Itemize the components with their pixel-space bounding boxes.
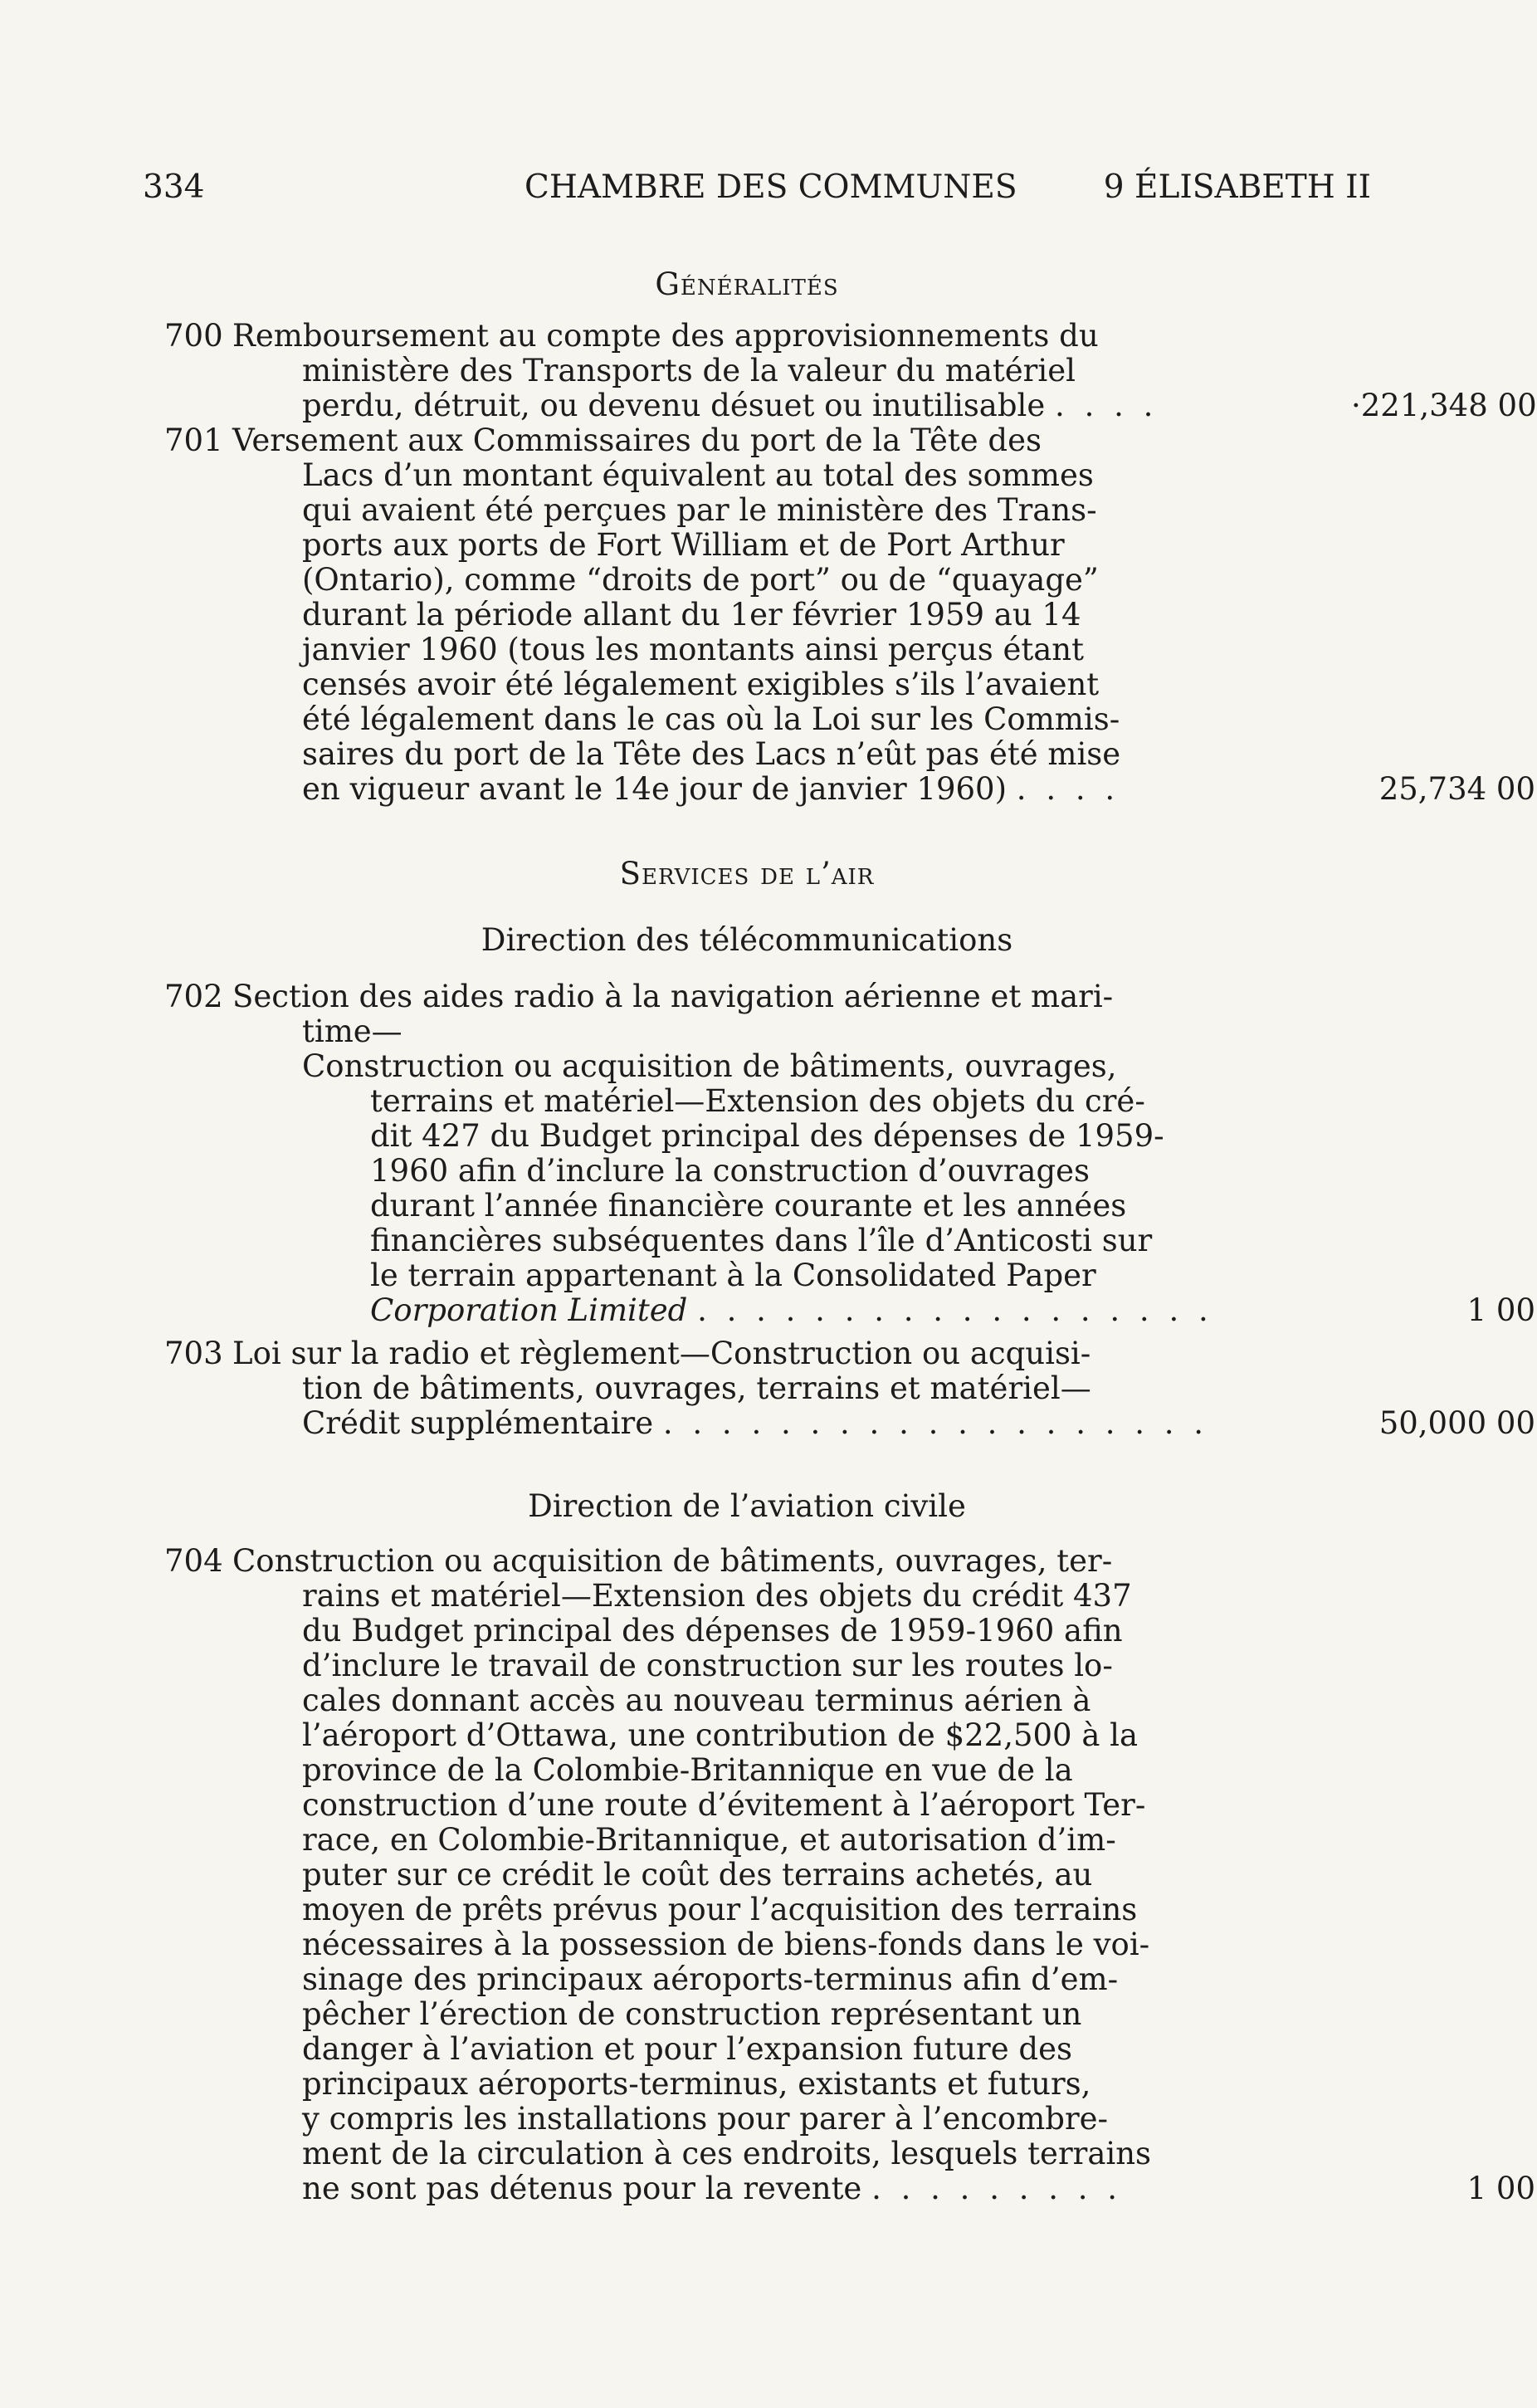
- vote-sub-line: durant l’année financière courante et les années: [370, 1188, 1127, 1224]
- leader-dots: . . . . . . . . .: [871, 2171, 1123, 2206]
- vote-line: y compris les installations pour parer à l’encombre-: [302, 2101, 1109, 2137]
- vote-amount: 50,000 00: [1378, 1405, 1535, 1441]
- vote-line: saires du port de la Tête des Lacs n’eût pas été mise: [302, 736, 1121, 772]
- vote-line: du Budget principal des dépenses de 1959-1960 afin: [302, 1613, 1123, 1648]
- vote-line: pêcher l’érection de construction représentant un: [302, 1996, 1082, 2032]
- vote-number: 703: [164, 1336, 223, 1371]
- vote-line: Lacs d’un montant équivalent au total des sommes: [302, 457, 1094, 493]
- vote-line: Crédit supplémentaire: [302, 1405, 654, 1441]
- vote-line: Section des aides radio à la navigation aérienne et mari-: [232, 979, 1114, 1014]
- vote-sub-line: terrains et matériel—Extension des objets du cré-: [370, 1083, 1145, 1119]
- vote-line: cales donnant accès au nouveau terminus aérien à: [302, 1683, 1091, 1718]
- vote-line: ports aux ports de Fort William et de Port Arthur: [302, 527, 1065, 563]
- section-aviation-civile: Direction de l’aviation civile: [528, 1488, 966, 1524]
- leader-dots: . . . . . . . . . . . . . . . . . . .: [662, 1405, 1209, 1441]
- vote-number: 702: [164, 979, 223, 1014]
- vote-line: construction d’une route d’évitement à l’aéroport Ter-: [302, 1787, 1146, 1823]
- regnal-year: 9 ÉLISABETH II: [1103, 169, 1371, 206]
- leader-dots: . . . . . . . . . . . . . . . . . .: [697, 1292, 1213, 1328]
- leader-dots: . . . .: [1016, 771, 1120, 807]
- vote-number: 704: [164, 1543, 223, 1579]
- vote-line: en vigueur avant le 14e jour de janvier 1960): [302, 771, 1008, 807]
- vote-703: [164, 1336, 1535, 1441]
- vote-amount: 1 00: [1466, 2171, 1535, 2206]
- vote-number: 701: [164, 422, 223, 458]
- vote-number: 700: [164, 318, 223, 354]
- vote-amount: 25,734 00: [1378, 771, 1535, 807]
- section-telecom: Direction des télécommunications: [481, 922, 1013, 958]
- vote-line: janvier 1960 (tous les montants ainsi perçus étant: [302, 632, 1084, 667]
- vote-700: [164, 318, 1537, 423]
- vote-line: time—: [302, 1014, 403, 1049]
- vote-line: perdu, détruit, ou devenu désuet ou inutilisable: [302, 388, 1046, 423]
- vote-line: été légalement dans le cas où la Loi sur les Commis-: [302, 701, 1120, 737]
- vote-line: Construction ou acquisition de bâtiments, ouvrages, ter-: [232, 1543, 1113, 1579]
- section-generalites: Généralités: [655, 266, 839, 302]
- vote-sub-line: Construction ou acquisition de bâtiments, ouvrages,: [302, 1048, 1117, 1084]
- vote-line: race, en Colombie-Britannique, et autorisation d’im-: [302, 1822, 1116, 1858]
- vote-line: Loi sur la radio et règlement—Construction ou acquisi-: [232, 1336, 1091, 1371]
- section-services-air: Services de l’air: [619, 856, 875, 891]
- vote-line: province de la Colombie-Britannique en vue de la: [302, 1752, 1073, 1788]
- vote-line: d’inclure le travail de construction sur les routes lo-: [302, 1648, 1113, 1683]
- vote-sub-line: dit 427 du Budget principal des dépenses de 1959-: [370, 1118, 1164, 1154]
- vote-sub-line: financières subséquentes dans l’île d’Anticosti sur: [370, 1223, 1153, 1258]
- vote-line: sinage des principaux aéroports-terminus afin d’em-: [302, 1961, 1119, 1997]
- vote-line: censés avoir été légalement exigibles s’ils l’avaient: [302, 667, 1100, 702]
- vote-704: [164, 1543, 1535, 2206]
- vote-line: ne sont pas détenus pour la revente: [302, 2171, 862, 2206]
- vote-line: moyen de prêts prévus pour l’acquisition des terrains: [302, 1892, 1138, 1927]
- running-head: [143, 170, 1371, 212]
- vote-line: ment de la circulation à ces endroits, lesquels terrains: [302, 2136, 1152, 2171]
- vote-amount: 1 00: [1466, 1292, 1535, 1328]
- vote-line: nécessaires à la possession de biens-fonds dans le voi-: [302, 1927, 1150, 1962]
- vote-line: Versement aux Commissaires du port de la Tête des: [232, 422, 1042, 458]
- vote-line: Remboursement au compte des approvisionnements du: [232, 318, 1099, 354]
- vote-sub-line: 1960 afin d’inclure la construction d’ouvrages: [370, 1153, 1091, 1189]
- vote-line: (Ontario), comme “droits de port” ou de “quayage”: [302, 562, 1099, 598]
- vote-line: principaux aéroports-terminus, existants et futurs,: [302, 2066, 1091, 2102]
- vote-sub-line: Corporation Limited: [370, 1292, 688, 1328]
- page-title: CHAMBRE DES COMMUNES: [525, 169, 1017, 206]
- vote-amount: ·221,348 00: [1351, 388, 1537, 423]
- vote-line: tion de bâtiments, ouvrages, terrains et matériel—: [302, 1370, 1091, 1406]
- vote-line: durant la période allant du 1er février 1959 au 14: [302, 597, 1081, 633]
- vote-line: puter sur ce crédit le coût des terrains achetés, au: [302, 1857, 1093, 1893]
- leader-dots: . . . .: [1055, 388, 1159, 423]
- vote-701: [164, 422, 1535, 807]
- vote-702: [164, 979, 1535, 1328]
- vote-line: l’aéroport d’Ottawa, une contribution de $22,500 à la: [302, 1717, 1139, 1753]
- vote-line: ministère des Transports de la valeur du matériel: [302, 353, 1076, 388]
- vote-line: rains et matériel—Extension des objets du crédit 437: [302, 1578, 1132, 1614]
- vote-sub-line: le terrain appartenant à la Consolidated Paper: [370, 1258, 1096, 1293]
- page-number: 334: [143, 169, 205, 206]
- vote-line: qui avaient été perçues par le ministère des Trans-: [302, 492, 1097, 528]
- vote-line: danger à l’aviation et pour l’expansion future des: [302, 2031, 1072, 2067]
